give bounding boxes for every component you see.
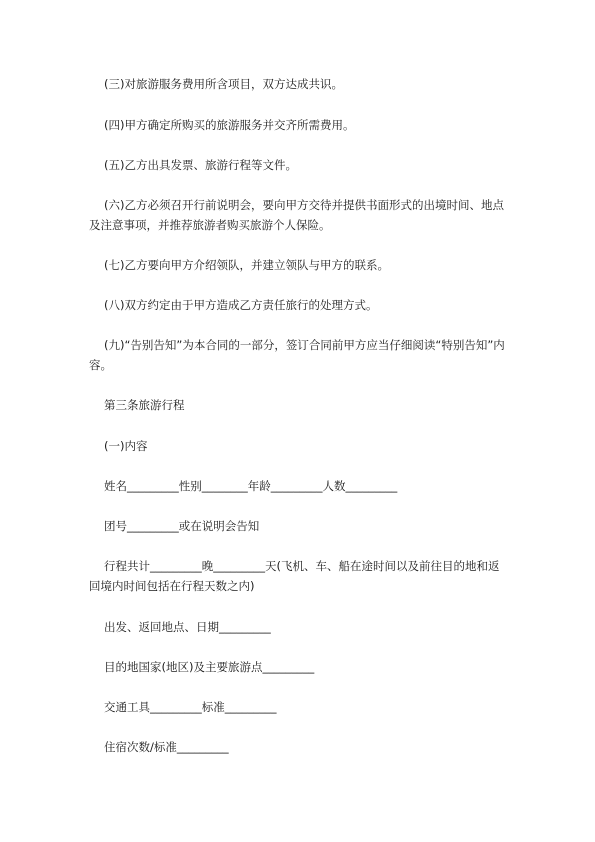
clause-9-text-line-2: 容。 xyxy=(89,358,112,372)
clause-4-text: (四)甲方确定所购买的旅游服务并交齐所需费用。 xyxy=(104,118,355,132)
clause-8-text: (八)双方约定由于甲方造成乙方责任旅行的处理方式。 xyxy=(104,298,378,312)
subsection-heading-content: (一)内容 xyxy=(104,439,148,453)
form-line-departure-return: 出发、返回地点、日期_________ xyxy=(104,620,271,634)
form-line-transport: 交通工具_________标准_________ xyxy=(104,700,277,714)
clause-6-text-line-2: 及注意事项，并推荐旅游者购买旅游个人保险。 xyxy=(89,218,331,232)
form-line-group-number: 团号_________或在说明会告知 xyxy=(104,519,260,533)
clause-7-text: (七)乙方要向甲方介绍领队，并建立领队与甲方的联系。 xyxy=(104,258,389,272)
section-heading-itinerary: 第三条旅游行程 xyxy=(104,398,185,412)
clause-3-text: (三)对旅游服务费用所含项目，双方达成共识。 xyxy=(104,77,343,91)
clause-5-text: (五)乙方出具发票、旅游行程等文件。 xyxy=(104,158,297,172)
clause-6-text-line-1: (六)乙方必须召开行前说明会，要向甲方交待并提供书面形式的出境时间、地点 xyxy=(104,198,504,212)
form-line-accommodation: 住宿次数/标准_________ xyxy=(104,740,229,754)
form-line-trip-duration-2: 回境内时间包括在行程天数之内) xyxy=(89,579,255,593)
form-line-trip-duration-1: 行程共计_________晚_________天(飞机、车、船在途时间以及前往目的地和返 xyxy=(104,559,500,573)
clause-9-text-line-1: (九)“告别告知”为本合同的一部分，签订合同前甲方应当仔细阅读“特别告知”内 xyxy=(104,338,505,352)
form-line-name-gender-age-count: 姓名_________性别________年龄_________人数_________ xyxy=(104,479,398,493)
form-line-destination: 目的地国家(地区)及主要旅游点_________ xyxy=(104,660,315,674)
